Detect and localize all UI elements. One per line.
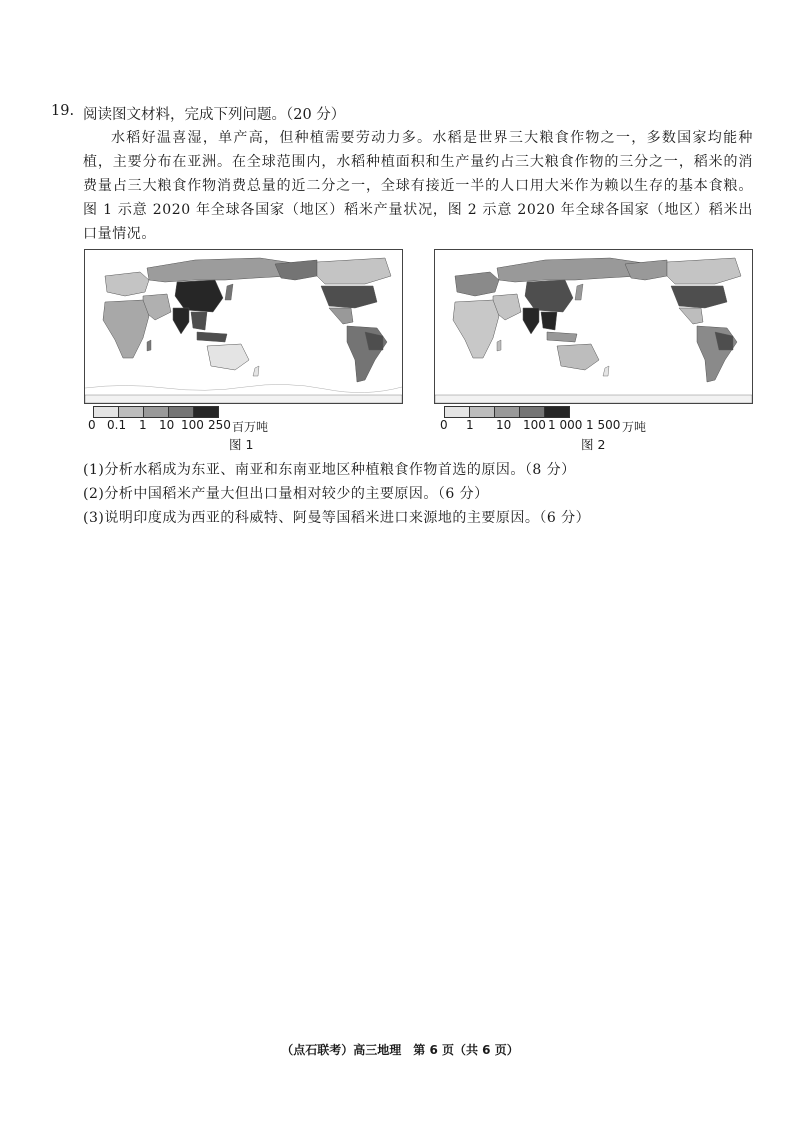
figure1-legend-swatch xyxy=(194,407,218,417)
figure1-legend xyxy=(93,406,219,418)
figure1-legend-unit: 百万吨 xyxy=(232,420,269,434)
figure1-legend-tick: 0 xyxy=(88,418,96,432)
figure1-world-map xyxy=(84,249,403,404)
figure2-world-map xyxy=(434,249,753,404)
figure2-legend xyxy=(444,406,570,418)
subquestion-2: (2)分析中国稻米产量大但出口量相对较少的主要原因。（6 分） xyxy=(83,486,489,502)
page-footer: （点石联考）高三地理 第 6 页（共 6 页） xyxy=(281,1043,519,1057)
figure2-legend-tick: 1 500 xyxy=(586,418,621,432)
question-title: 阅读图文材料，完成下列问题。（20 分） xyxy=(83,107,346,123)
question-paragraph: 水稻好温喜湿，单产高，但种植需要劳动力多。水稻是世界三大粮食作物之一，多数国家均能种植，主要分布在亚洲。在全球范围内，水稻种植面积和生产量约占三大粮食作物的三分之一，稻米的消费量占三大粮食作物消费总量的近二分之一，全球有接近一半的人口用大米作为赖以生存的基本食粮。图 1 示意 2020 年全球各国家（地区）稻米产量状况，图 2 示意 2020 年全球各国家（地区）稻米出口量情况。 xyxy=(83,130,753,242)
figure1-legend-tick: 100 xyxy=(181,418,204,432)
figure1-legend-swatch xyxy=(169,407,194,417)
figure2-legend-tick: 0 xyxy=(440,418,448,432)
figure1-legend-tick: 10 xyxy=(159,418,175,432)
figure1-caption: 图 1 xyxy=(229,437,254,452)
figure2-legend-tick: 100 xyxy=(523,418,546,432)
figure2-legend-swatch xyxy=(545,407,569,417)
figure2-legend-swatch xyxy=(470,407,495,417)
figure1-legend-swatch xyxy=(119,407,144,417)
figure2-legend-swatch xyxy=(495,407,520,417)
figure2-legend-swatch xyxy=(520,407,545,417)
figure2-legend-tick: 1 000 xyxy=(548,418,583,432)
question-number: 19. xyxy=(51,103,75,119)
subquestion-1: (1)分析水稻成为东亚、南亚和东南亚地区种植粮食作物首选的原因。（8 分） xyxy=(83,462,576,478)
figure1-legend-swatch xyxy=(94,407,119,417)
figure2-caption: 图 2 xyxy=(581,437,606,452)
figure2-legend-tick: 1 xyxy=(466,418,474,432)
figure1-map-svg xyxy=(85,250,402,403)
figure1-legend-tick: 250 xyxy=(208,418,231,432)
figure2-legend-swatch xyxy=(445,407,470,417)
figure2-legend-tick: 10 xyxy=(496,418,512,432)
subquestion-3: (3)说明印度成为西亚的科威特、阿曼等国稻米进口来源地的主要原因。（6 分） xyxy=(83,510,591,526)
figure1-legend-tick: 0.1 xyxy=(107,418,127,432)
figure2-map-svg xyxy=(435,250,752,403)
figure1-legend-swatch xyxy=(144,407,169,417)
figure1-legend-tick: 1 xyxy=(139,418,147,432)
figure2-legend-unit: 万吨 xyxy=(622,420,647,434)
